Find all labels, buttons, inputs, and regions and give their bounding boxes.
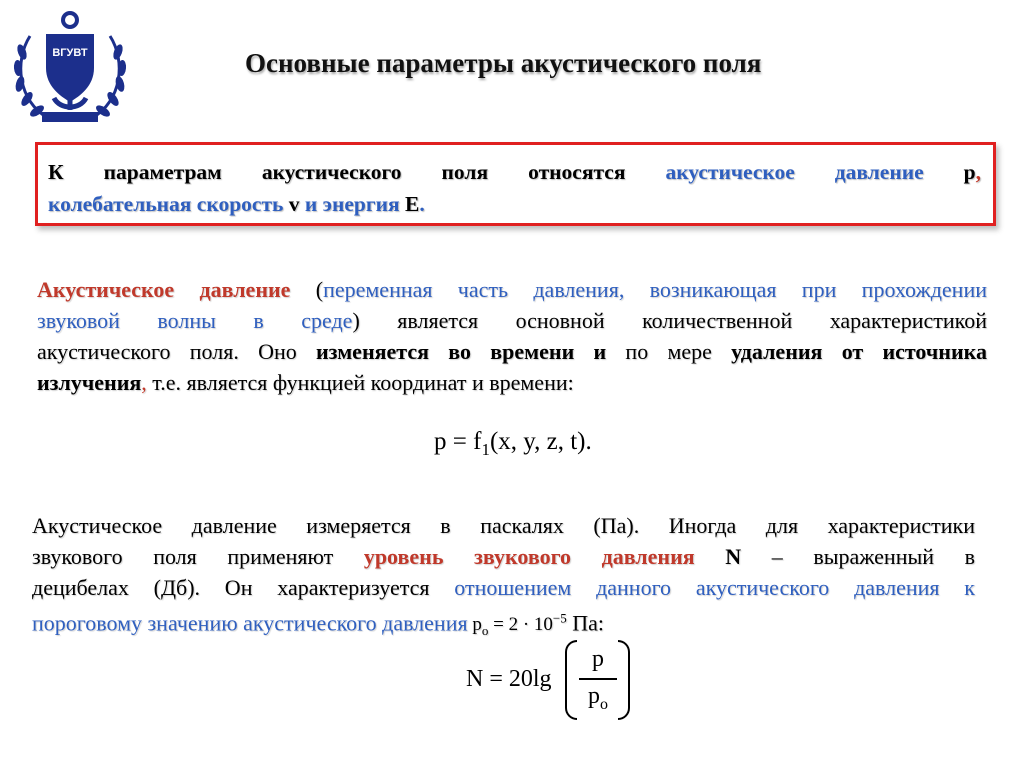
unit-pascal: Па: — [572, 610, 605, 636]
paragraph-line — [37, 305, 987, 336]
paragraph-line — [37, 274, 987, 305]
definition-box — [35, 142, 996, 226]
level-formula — [466, 640, 636, 724]
text-fragment: звукового поля применяют — [32, 544, 364, 569]
comma: , — [141, 370, 147, 395]
term-acoustic-pressure: акустическое давление — [665, 160, 924, 184]
term-energy: и энергия — [304, 192, 400, 216]
threshold-formula — [468, 611, 567, 639]
symbol-e: E — [399, 192, 420, 216]
logo-text: ВГУВТ — [52, 47, 88, 59]
formula-lhs: p = f — [434, 428, 482, 455]
formula-lhs: N = 20lg — [466, 666, 552, 692]
definition-text: К параметрам акустического поля относятся — [48, 160, 666, 184]
formula-value: = 2 · 10 — [488, 614, 553, 636]
period: . — [419, 192, 425, 216]
emphasis-radiation: излучения — [37, 370, 142, 395]
definition-fragment: отношением данного акустического давления к — [454, 575, 975, 600]
paragraph-line — [32, 510, 975, 541]
symbol-n: N — [694, 544, 742, 569]
formula-subscript: o — [600, 695, 608, 713]
paragraph-line — [32, 541, 975, 572]
emphasis-time: изменяется во времени и — [315, 339, 607, 364]
comma: , — [975, 160, 981, 184]
formula-subscript: 1 — [481, 440, 490, 459]
text-fragment: по мере — [606, 339, 732, 364]
page-title: Основные параметры акустического поля — [245, 48, 762, 78]
pressure-function-formula — [434, 428, 592, 460]
formula-p: p — [472, 614, 482, 636]
fraction-bar — [579, 678, 617, 680]
text-fragment: ( — [290, 277, 324, 302]
text-fragment: Акустическое давление измеряется в паскалях (Па). Иногда для характеристики — [32, 513, 975, 538]
formula-rhs: (x, y, z, t). — [489, 428, 592, 455]
term-sound-pressure-level: уровень звукового давления — [363, 544, 695, 569]
text-fragment: т.е. является функцией координат и времени: — [146, 370, 574, 395]
formula-exponent: −5 — [552, 611, 567, 626]
university-logo — [8, 6, 132, 130]
definition-line-2 — [48, 192, 981, 217]
paragraph-line — [32, 572, 975, 603]
text-fragment: ) является основной количественной характеристикой — [352, 308, 987, 333]
definition-line-1 — [48, 160, 981, 185]
definition-fragment: переменная часть давления, возникающая при прохождении — [323, 277, 987, 302]
term-vibration-velocity: колебательная скорость — [48, 192, 284, 216]
fraction — [579, 646, 617, 714]
denominator-p: p — [588, 683, 600, 709]
definition-fragment: пороговому значению акустического давления — [32, 610, 468, 636]
symbol-p: p — [923, 160, 976, 184]
text-fragment: – выраженный в — [741, 544, 975, 569]
fraction-numerator: p — [592, 646, 604, 672]
symbol-v: v — [283, 192, 305, 216]
pressure-paragraph — [37, 274, 987, 398]
right-parenthesis — [618, 640, 630, 720]
formula-subscript: o — [481, 623, 489, 639]
text-fragment: акустического поля. Оно — [37, 339, 316, 364]
paragraph-line — [37, 336, 987, 367]
text-fragment: децибелах (Дб). Он характеризуется — [32, 575, 455, 600]
left-parenthesis — [565, 640, 577, 720]
pressure-level-paragraph — [32, 510, 975, 646]
definition-fragment: звуковой волны в среде — [37, 308, 353, 333]
emphasis-distance: удаления от источника — [731, 339, 987, 364]
paragraph-line — [37, 367, 987, 398]
fraction-denominator — [588, 683, 608, 713]
term-acoustic-pressure-heading: Акустическое давление — [37, 277, 291, 302]
